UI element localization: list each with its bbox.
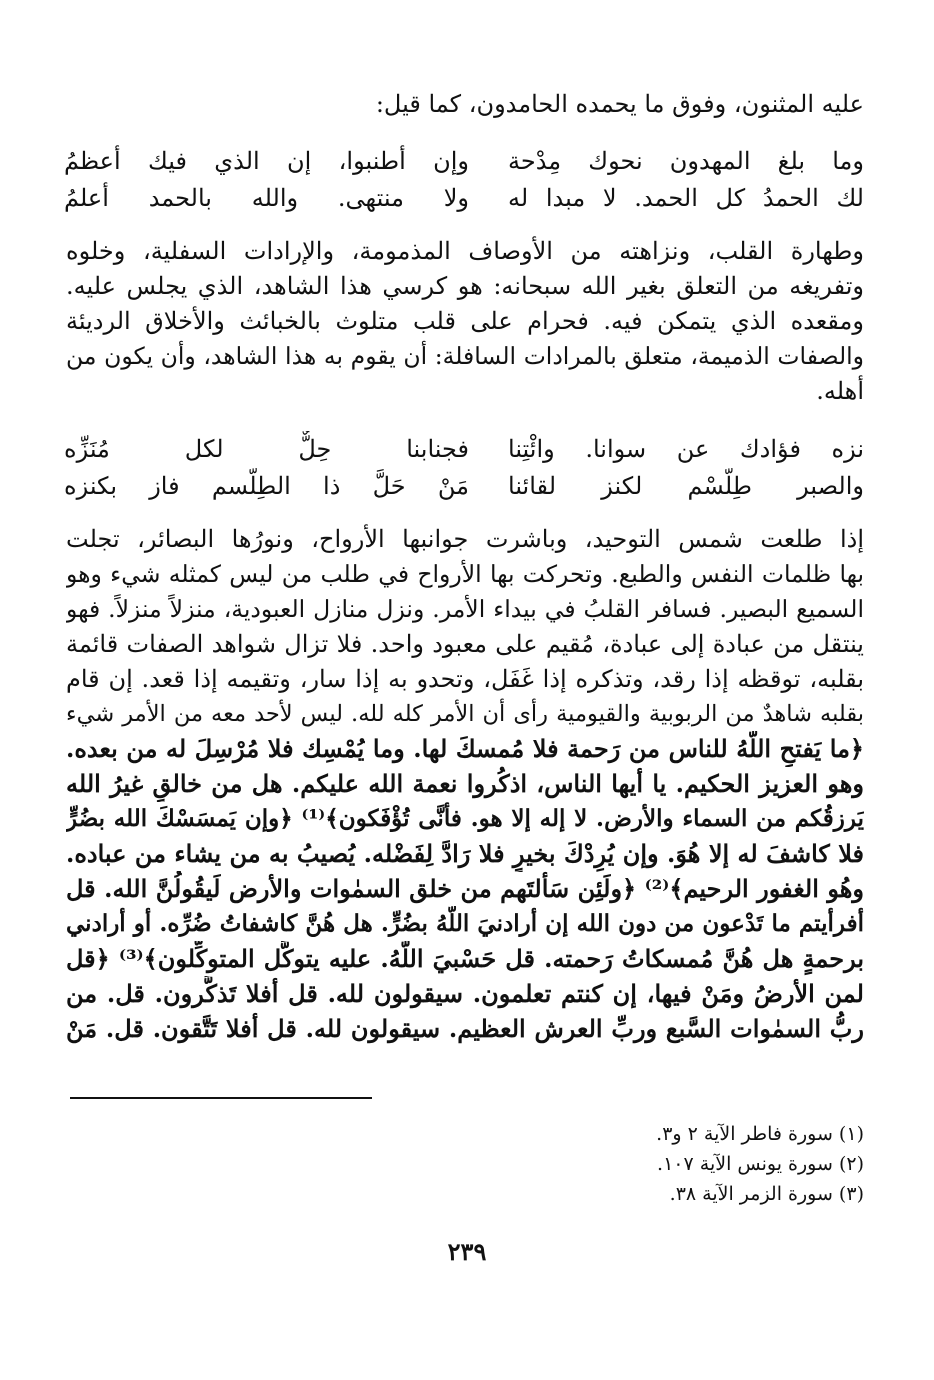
intro-line: عليه المثنون، وفوق ما يحمده الحامدون، كما قيل: [375, 90, 864, 118]
page-number: ٢٣٩ [447, 1237, 487, 1266]
quran-line: فلا كاشفَ له إلا هُوَ. وإن يُرِدْكَ بخيرٍ فلا رَادَّ لِفَضْله. يُصيبُ به من يشاء من عباده. [66, 839, 864, 868]
para2-line: السميع البصير. فسافر القلبُ في بيداء الأمر. ونزل منازل العبودية، منزلاً منزلاً. فهو [66, 595, 864, 623]
poem2-verse1-right: نزه فؤادك عن سوانا. وائْتِنا [508, 435, 864, 463]
poem1-verse2-right: لك الحمدُ كل الحمد. لا مبدا له [508, 184, 864, 212]
quran-line: يَرزقُكم من السماء والأرض. لا إله إلا هو. فأنَّى تُؤْفَكون﴾⁽¹⁾ ﴿وإن يَمسَسْكَ الله بضُرٍّ [66, 805, 864, 832]
footnote-2: (٢) سورة يونس الآية ١٠٧. [657, 1153, 864, 1175]
footnote-separator [70, 1097, 372, 1099]
para1-line: وطهارة القلب، ونزاهته من الأوصاف المذمومة، والإرادات السفلية، وخلوه [66, 237, 864, 265]
poem2-verse2-left: مَنْ حَلَّ ذا الطِلَّسم فاز بكنزه [64, 472, 469, 500]
para1-line: والصفات الذميمة، متعلق بالمرادات السافلة: أن يقوم به هذا الشاهد، وأن يكون من [66, 342, 864, 370]
quran-line: ربُّ السمٰوات السَّبع وربِّ العرش العظيم. سيقولون لله. قل أفلا تَتَّقون. قل. مَنْ [66, 1014, 864, 1043]
quran-line: لمن الأرضُ ومَنْ فيها، إن كنتم تعلمون. سيقولون لله. قل أفلا تَذكَّرون. قل. من [66, 979, 864, 1008]
poem1-verse2-left: ولا منتهى. والله بالحمد أعلمُ [64, 184, 469, 212]
poem2-verse2-right: والصبر طِلَّسْم لكنز لقائنا [508, 472, 864, 500]
poem2-verse1-left: فجنابنا حِلٌّ لكل مُنَزِّه [64, 435, 469, 463]
para2-line: بقلبه شاهدٌ من الربوبية والقيومية رأى أن الأمر كله لله. ليس لأحد معه من الأمر شيء [66, 701, 864, 727]
para2-line: ينتقل من عبادة إلى عبادة، مُقيم على معبود واحد. فلا تزال شواهد الصفات قائمة [66, 630, 864, 658]
para2-line: بها ظلمات النفس والطبع. وتحركت بها الأرواح في طلب من ليس كمثله شيء وهو [66, 560, 864, 588]
para1-line: وتفريغه من التعلق بغير الله سبحانه: هو كرسي هذا الشاهد، الذي يجلس عليه. [66, 272, 864, 300]
para1-line: ومقعده الذي يتمكن فيه. فحرام على قلب متلوث بالخبائث والأخلاق الرديئة [66, 307, 864, 335]
quran-line: برحمةٍ هل هُنَّ مُمسكاتُ رَحمته. قل حَسْبيَ اللَّهُ. عليه يتوكَّل المتوكِّلون﴾⁽³⁾ ﴿قل [66, 944, 864, 973]
poem1-verse1-left: وإن أطنبوا، إن الذي فيك أعظمُ [64, 147, 469, 175]
para1-line: أهله. [816, 377, 864, 405]
quran-line: أفرأيتم ما تَدْعون من دون الله إن أرادنيَ اللَّهُ بضُرٍّ. هل هُنَّ كاشفاتُ ضُرِّه. أو أرادني [66, 910, 864, 937]
quran-line: وهو العزيز الحكيم. يا أيها الناس، اذكُروا نعمة الله عليكم. هل من خالقٍ غيرُ الله [66, 769, 864, 798]
para2-line: بقلبه، توقظه إذا رقد، وتذكره إذا غَفَل، وتحدو به إذا سار، وتقيمه إذا قعد. إن قام [66, 665, 864, 693]
para2-line: إذا طلعت شمس التوحيد، وباشرت جوانبها الأرواح، ونورُها البصائر، تجلت [66, 525, 864, 553]
footnote-1: (١) سورة فاطر الآية ٢ و٣. [656, 1123, 864, 1145]
footnote-3: (٣) سورة الزمر الآية ٣٨. [669, 1183, 864, 1205]
quran-line: ﴿ما يَفتحِ اللَّهُ للناس من رَحمة فلا مُمسكَ لها. وما يُمْسِك فلا مُرْسِلَ له من بعده. [66, 734, 864, 763]
quran-line: وهُو الغفور الرحيم﴾⁽²⁾ ﴿ولَئِن سَألتَهم من خلق السمٰوات والأرض لَيقُولُنَّ الله. قل [66, 874, 864, 903]
poem1-verse1-right: وما بلغ المهدون نحوك مِدْحة [508, 147, 864, 175]
